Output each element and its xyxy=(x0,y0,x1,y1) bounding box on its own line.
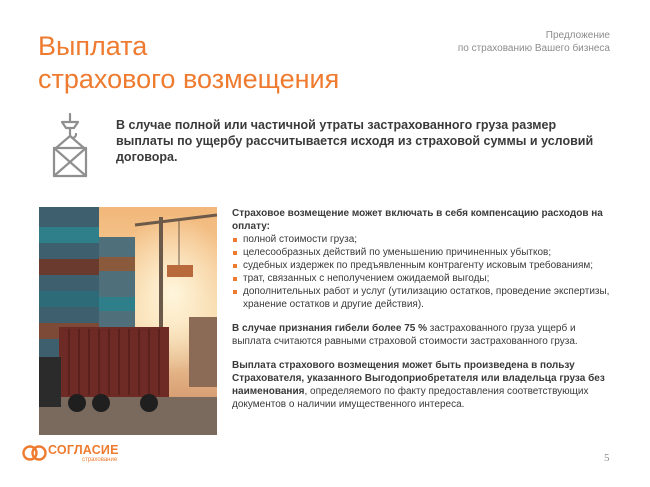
payee-bold: Выплата страхового возмещения может быть произведена в пользу Страхователя, указанного Выгодоприобретателя или владельца груза без наименования xyxy=(232,360,605,397)
compensation-section xyxy=(232,207,617,411)
list-item: дополнительных работ и услуг (утилизацию остатков, проведение экспертизы, хранение остатков и другие действия). xyxy=(232,285,617,311)
total-loss-paragraph xyxy=(232,322,617,348)
list-item: трат, связанных с неполучением ожидаемой выгоды; xyxy=(232,272,617,285)
compensation-intro: Страховое возмещение может включать в себя компенсацию расходов на оплату: xyxy=(232,208,603,232)
list-item: полной стоимости груза; xyxy=(232,233,617,246)
payee-text: , определяемого по факту предоставления соответствующих документов о наличии имущественного интереса. xyxy=(232,386,589,410)
lead-paragraph: В случае полной или частичной утраты застрахованного груза размер выплаты по ущербу рассчитывается исходя из страховой суммы и условий договора. xyxy=(116,118,594,164)
payee-paragraph xyxy=(232,359,617,411)
compensation-list xyxy=(232,233,617,311)
company-logo xyxy=(22,441,142,469)
list-item: судебных издержек по предъявленным контрагенту исковым требованиям; xyxy=(232,259,617,272)
list-item: целесообразных действий по уменьшению причиненных убытков; xyxy=(232,246,617,259)
page-title-line-2: страхового возмещения xyxy=(38,64,340,94)
header-note xyxy=(350,29,610,55)
logo-subtitle: страхование xyxy=(82,457,118,463)
rings-logo-icon xyxy=(22,443,48,463)
header-note-line-2: по страхованию Вашего бизнеса xyxy=(457,43,610,54)
page-number: 5 xyxy=(604,452,610,464)
total-loss-bold: В случае признания гибели более 75 % xyxy=(232,323,427,334)
header-note-line-1: Предложение xyxy=(545,30,610,41)
cargo-containers-photo xyxy=(39,207,217,435)
page-title-line-1: Выплата xyxy=(38,31,148,61)
crane-hook-box-icon xyxy=(46,112,94,182)
total-loss-text: застрахованного груза ущерб и выплата считаются равными страховой стоимости застрахованного груза. xyxy=(232,323,578,347)
logo-name: СОГЛАСИЕ xyxy=(48,443,119,457)
